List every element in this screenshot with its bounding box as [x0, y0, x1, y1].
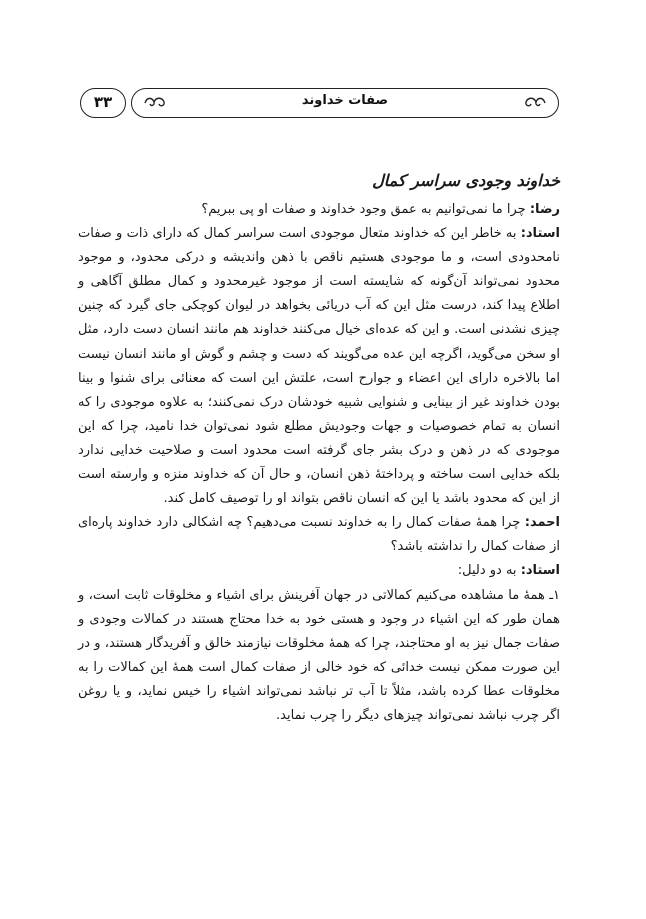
numbered-paragraph: [78, 584, 560, 729]
dialogue-paragraph: [78, 222, 560, 511]
dialogue-text: چرا همهٔ صفات کمال را به خداوند نسبت می‌دهیم؟ چه اشکالی دارد خداوند پاره‌ای از صفات کمال را نداشته باشد؟: [78, 515, 560, 555]
ornament-icon: [522, 91, 548, 113]
dialogue-text: چرا ما نمی‌توانیم به عمق وجود خداوند و صفات او پی ببریم؟: [201, 202, 530, 217]
speaker-label: احمد:: [524, 515, 560, 531]
speaker-label: استاد:: [520, 226, 560, 242]
page-number: ۳۳: [80, 88, 126, 118]
dialogue-paragraph: [78, 198, 560, 222]
running-header: [131, 88, 559, 118]
header-title: صفات خداوند: [301, 93, 389, 108]
paragraph-text: ۱ـ همهٔ ما مشاهده می‌کنیم کمالاتی در جهان آفرینش برای اشیاء و مخلوقات ثابت است، و همان طور که این اشیاء در وجود و هستی خود به خدا محتاج هستند در کمالات وجودی و صفات جمال نیز به او محتاجند، چرا که همهٔ مخلوقات نیازمند خالق و آفریدگار هستند، و در این صورت ممکن نیست خدائی که خود خالی از صفات کمال است همهٔ این کمالات را به مخلوقات عطا کرده باشد، مثلاً تا آب تر نباشد نمی‌تواند اشیاء را خیس نماید، و یا روغن اگر چرب نباشد نمی‌تواند چیزهای دیگر را چرب نماید.: [78, 587, 560, 723]
section-title: خداوند وجودی سراسر کمال: [372, 171, 560, 190]
dialogue-paragraph: [78, 559, 560, 583]
speaker-label: رضا:: [529, 202, 560, 217]
dialogue-paragraph: [78, 511, 560, 559]
dialogue-text: به دو دلیل:: [457, 563, 521, 579]
dialogue-text: به خاطر این که خداوند متعال موجودی است سراسر کمال که دارای ذات و صفات نامحدودی است، و ما موجودی هستیم ناقص با ذهن واندیشه و درکی محدود، و موجود محدود نمی‌تواند آن‌گونه که شایسته است از موجود غیرمحدود و کمال مطلق آگاهی و اطلاع پیدا کند، درست مثل این که آب دریائی بخواهد در لیوان کوچکی جای گیرد که چنین چیزی نشدنی است. و این که عده‌ای خیال می‌کنند خداوند هم مانند انسان دست دارد، مثل او سخن می‌گوید، اگرچه این عده می‌گویند که دست و چشم و گوش او مانند انسان نیست اما بالاخره دارای این اعضاء و جوارح است، علتش این است که معنائی برای شنوا و بینا بودن خداوند غیر از بینایی و شنوایی شبیه خودشان درک نمی‌کنند؛ به علاوه موجودی را که انسان به تمام خصوصیات و جهات وجودیش مطلع شود نمی‌توان خدا نامید، چرا که این موجودی که در ذهن و درک بشر جای گرفته است محدود است و صلاحیت خدایی ندارد بلکه خدایی است ساخته و پرداختهٔ ذهن انسان، و حال آن که خداوند منزه و وارسته است از این که محدود باشد یا این که انسان ناقص بتواند او را توصیف کامل کند.: [78, 226, 560, 507]
page-content: [78, 168, 560, 728]
speaker-label: استاد:: [520, 563, 560, 579]
